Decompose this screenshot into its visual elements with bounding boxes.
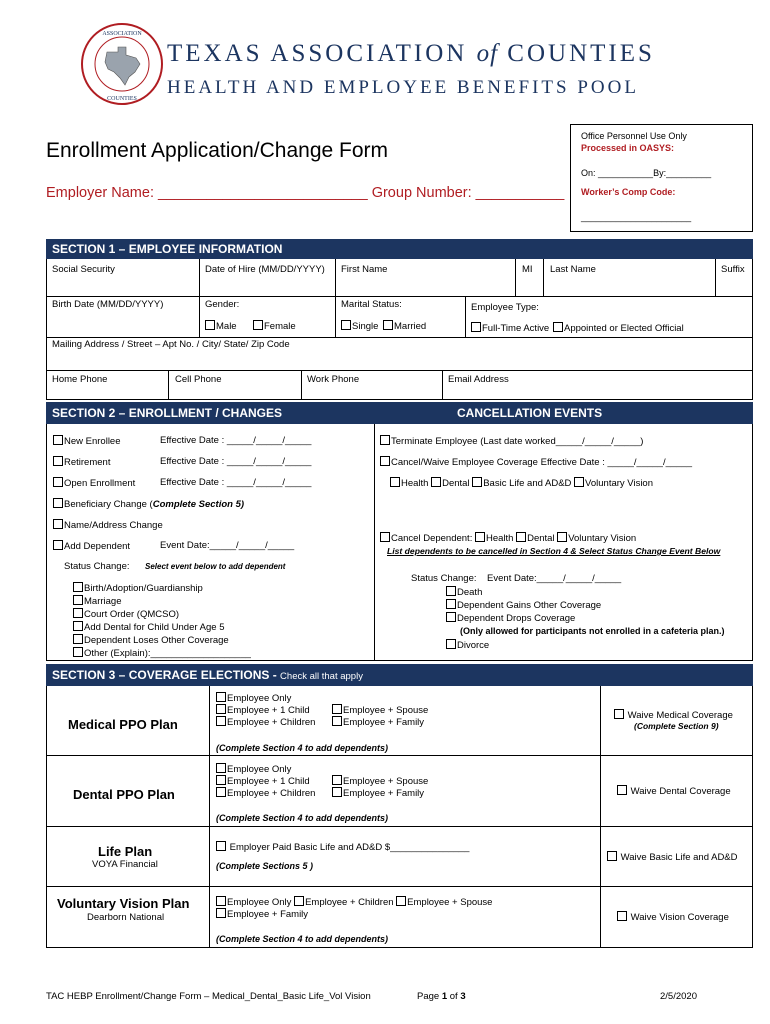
employer-group-line[interactable]: Employer Name: __________________________ Group Number: ___________	[46, 185, 565, 201]
waive-vision-option[interactable]: Waive Vision Coverage	[617, 911, 729, 923]
cancel-vol-vision-checkbox[interactable]	[574, 477, 584, 487]
cancellation-events-title: CANCELLATION EVENTS	[457, 406, 603, 420]
loses-coverage-checkbox[interactable]	[73, 634, 83, 644]
retirement-effective-date[interactable]: Effective Date : _____/_____/_____	[160, 456, 312, 467]
home-phone-field[interactable]: Home Phone	[52, 374, 108, 385]
add-event-court-order[interactable]: Court Order (QMCSO)	[73, 608, 179, 620]
first-name-field[interactable]: First Name	[341, 264, 388, 275]
social-security-field[interactable]: Social Security	[52, 264, 115, 275]
dental-child-checkbox[interactable]	[73, 621, 83, 631]
gender-male-option[interactable]: Male	[205, 320, 237, 332]
cancel-dep-health-option[interactable]: Health	[475, 533, 513, 544]
office-use-label: Office Personnel Use Only	[581, 131, 687, 141]
vision-family-checkbox[interactable]	[216, 908, 226, 918]
section3-header: SECTION 3 – COVERAGE ELECTIONS - Check all that apply	[46, 664, 753, 686]
add-dependent-option[interactable]: Add Dependent	[53, 540, 130, 552]
add-event-birth[interactable]: Birth/Adoption/Guardianship	[73, 582, 203, 594]
beneficiary-change-checkbox[interactable]	[53, 498, 63, 508]
new-enrollee-option[interactable]: New Enrollee	[53, 435, 121, 447]
divorce-checkbox[interactable]	[446, 639, 456, 649]
add-event-loses-coverage[interactable]: Dependent Loses Other Coverage	[73, 634, 229, 646]
waive-life-checkbox[interactable]	[607, 851, 617, 861]
appointed-option[interactable]: Appointed or Elected Official	[553, 322, 684, 334]
medical-employee-only[interactable]: Employee Only	[216, 692, 291, 704]
name-address-change-option[interactable]: Name/Address Change	[53, 519, 163, 531]
medical-spouse-checkbox[interactable]	[332, 704, 342, 714]
cancel-dep-vision-checkbox[interactable]	[557, 532, 567, 542]
medical-employee-only-checkbox[interactable]	[216, 692, 226, 702]
medical-employee-children[interactable]: Employee + Children	[216, 716, 315, 728]
cancel-vol-vision-option[interactable]: Voluntary Vision	[574, 478, 653, 489]
new-enrollee-checkbox[interactable]	[53, 435, 63, 445]
cancel-dependent-checkbox[interactable]	[380, 532, 390, 542]
add-event-dental-child[interactable]: Add Dental for Child Under Age 5	[73, 621, 224, 633]
open-enrollment-option[interactable]: Open Enrollment	[53, 477, 135, 489]
cancel-event-gains-coverage[interactable]: Dependent Gains Other Coverage	[446, 599, 601, 611]
cancel-dep-health-checkbox[interactable]	[475, 532, 485, 542]
vision-employee-only[interactable]: Employee Only	[216, 897, 291, 908]
cancel-dependent-row	[380, 532, 636, 544]
vision-employee-children[interactable]: Employee + Children	[294, 897, 393, 908]
dental-family-checkbox[interactable]	[332, 787, 342, 797]
full-time-checkbox[interactable]	[471, 322, 481, 332]
add-dependent-checkbox[interactable]	[53, 540, 63, 550]
medical-employee-family[interactable]: Employee + Family	[332, 716, 424, 728]
vision-note: (Complete Section 4 to add dependents)	[216, 934, 389, 944]
gender-female-option[interactable]: Female	[253, 320, 296, 332]
marital-label: Marital Status:	[341, 299, 402, 310]
dental-employee-only[interactable]: Employee Only	[216, 763, 291, 775]
medical-family-checkbox[interactable]	[332, 716, 342, 726]
mailing-address-field[interactable]: Mailing Address / Street – Apt No. / City/ State/ Zip Code	[52, 339, 290, 350]
medical-employee-1-child[interactable]: Employee + 1 Child	[216, 704, 310, 716]
dental-employee-family[interactable]: Employee + Family	[332, 787, 424, 799]
add-event-marriage[interactable]: Marriage	[73, 595, 122, 607]
medical-1-child-checkbox[interactable]	[216, 704, 226, 714]
cancel-basic-life-option[interactable]: Basic Life and AD&D	[472, 478, 571, 489]
dental-employee-only-checkbox[interactable]	[216, 763, 226, 773]
mi-field[interactable]: MI	[522, 264, 533, 275]
suffix-field[interactable]: Suffix	[721, 264, 745, 275]
cancel-health-checkbox[interactable]	[390, 477, 400, 487]
life-basic-option[interactable]: Employer Paid Basic Life and AD&D $_______________	[216, 841, 469, 853]
cell-phone-field[interactable]: Cell Phone	[175, 374, 222, 385]
select-event-note: Select event below to add dependent	[145, 562, 286, 571]
open-enrollment-effective-date[interactable]: Effective Date : _____/_____/_____	[160, 477, 312, 488]
medical-note: (Complete Section 4 to add dependents)	[216, 743, 389, 753]
cancel-event-divorce[interactable]: Divorce	[446, 639, 489, 651]
open-enrollment-checkbox[interactable]	[53, 477, 63, 487]
appointed-checkbox[interactable]	[553, 322, 563, 332]
dental-spouse-checkbox[interactable]	[332, 775, 342, 785]
vision-employee-spouse[interactable]: Employee + Spouse	[396, 897, 492, 908]
waive-dental-option[interactable]: Waive Dental Coverage	[617, 785, 731, 797]
life-basic-checkbox[interactable]	[216, 841, 226, 851]
header-title-line1: TEXAS ASSOCIATION of COUNTIES	[167, 40, 655, 67]
vision-children-checkbox[interactable]	[294, 896, 304, 906]
email-field[interactable]: Email Address	[448, 374, 509, 385]
footer-form-name: TAC HEBP Enrollment/Change Form – Medical_Dental_Basic Life_Vol Vision	[46, 991, 371, 1002]
cancel-dep-dental-option[interactable]: Dental	[516, 533, 554, 544]
vision-employee-only-checkbox[interactable]	[216, 896, 226, 906]
beneficiary-change-option[interactable]: Beneficiary Change (Complete Section 5)	[53, 498, 244, 510]
life-note: (Complete Sections 5 )	[216, 861, 314, 871]
workers-comp-field[interactable]: ______________________	[581, 212, 692, 222]
tac-seal-logo	[80, 22, 164, 106]
dental-employee-1-child[interactable]: Employee + 1 Child	[216, 775, 310, 787]
terminate-checkbox[interactable]	[380, 435, 390, 445]
list-dependents-note: List dependents to be cancelled in Section 4 & Select Status Change Event Below	[387, 546, 721, 556]
drops-coverage-checkbox[interactable]	[446, 612, 456, 622]
cancel-basic-life-checkbox[interactable]	[472, 477, 482, 487]
employee-type-label: Employee Type:	[471, 302, 539, 313]
waive-life-option[interactable]: Waive Basic Life and AD&D	[607, 851, 738, 863]
cancel-event-drops-coverage[interactable]: Dependent Drops Coverage	[446, 612, 575, 624]
only-allowed-note: (Only allowed for participants not enrolled in a cafeteria plan.)	[460, 626, 725, 636]
waive-medical-checkbox[interactable]	[614, 709, 624, 719]
date-of-hire-field[interactable]: Date of Hire (MM/DD/YYYY)	[205, 264, 325, 275]
court-order-checkbox[interactable]	[73, 608, 83, 618]
cancel-waive-option[interactable]: Cancel/Waive Employee Coverage Effective Date : _____/_____/_____	[380, 456, 692, 468]
male-checkbox[interactable]	[205, 320, 215, 330]
vision-employee-family[interactable]: Employee + Family	[216, 908, 308, 920]
vision-plan-name: Voluntary Vision Plan	[57, 896, 190, 911]
dental-note: (Complete Section 4 to add dependents)	[216, 813, 389, 823]
death-checkbox[interactable]	[446, 586, 456, 596]
marital-married-option[interactable]: Married	[383, 320, 426, 332]
work-phone-field[interactable]: Work Phone	[307, 374, 360, 385]
retirement-checkbox[interactable]	[53, 456, 63, 466]
cancel-dep-vision-option[interactable]: Voluntary Vision	[557, 533, 636, 544]
dental-children-checkbox[interactable]	[216, 787, 226, 797]
cancel-dental-checkbox[interactable]	[431, 477, 441, 487]
dental-employee-children[interactable]: Employee + Children	[216, 787, 315, 799]
form-title: Enrollment Application/Change Form	[46, 139, 389, 162]
dental-1-child-checkbox[interactable]	[216, 775, 226, 785]
last-name-field[interactable]: Last Name	[550, 264, 596, 275]
status-change-label: Status Change:	[64, 561, 130, 572]
section1-header: SECTION 1 – EMPLOYEE INFORMATION	[46, 239, 753, 259]
waive-vision-checkbox[interactable]	[617, 911, 627, 921]
gains-coverage-checkbox[interactable]	[446, 599, 456, 609]
retirement-option[interactable]: Retirement	[53, 456, 110, 468]
waive-medical-option[interactable]: Waive Medical Coverage	[614, 709, 733, 721]
dental-employee-spouse[interactable]: Employee + Spouse	[332, 775, 428, 787]
medical-employee-spouse[interactable]: Employee + Spouse	[332, 704, 428, 716]
cancel-dep-dental-checkbox[interactable]	[516, 532, 526, 542]
waive-medical-note: (Complete Section 9)	[634, 721, 719, 731]
section2-header: SECTION 2 – ENROLLMENT / CHANGES CANCELLATION EVENTS	[46, 402, 753, 424]
vision-spouse-checkbox[interactable]	[396, 896, 406, 906]
add-dependent-event-date[interactable]: Event Date:_____/_____/_____	[160, 540, 295, 551]
office-use-box	[570, 124, 753, 232]
birth-checkbox[interactable]	[73, 582, 83, 592]
life-carrier: VOYA Financial	[92, 859, 158, 870]
birth-date-field[interactable]: Birth Date (MM/DD/YYYY)	[52, 299, 164, 310]
female-checkbox[interactable]	[253, 320, 263, 330]
cancel-dental-option[interactable]: Dental	[431, 478, 469, 489]
gender-label: Gender:	[205, 299, 240, 310]
footer-page-number: Page 1 of 3	[417, 991, 466, 1002]
terminate-employee-option[interactable]: Terminate Employee (Last date worked_____/_____/_____)	[380, 435, 643, 447]
marriage-checkbox[interactable]	[73, 595, 83, 605]
cancel-waive-coverage-types	[390, 477, 653, 489]
cancel-dependent-option[interactable]: Cancel Dependent:	[380, 533, 472, 544]
section3-subtitle: Check all that apply	[280, 671, 363, 682]
waive-dental-checkbox[interactable]	[617, 785, 627, 795]
marital-single-option[interactable]: Single	[341, 320, 378, 332]
svg-text:ASSOCIATION: ASSOCIATION	[102, 31, 142, 37]
name-address-change-checkbox[interactable]	[53, 519, 63, 529]
married-checkbox[interactable]	[383, 320, 393, 330]
header-title-line2: HEALTH AND EMPLOYEE BENEFITS POOL	[167, 77, 639, 98]
cancel-waive-checkbox[interactable]	[380, 456, 390, 466]
single-checkbox[interactable]	[341, 320, 351, 330]
cancel-status-change-label[interactable]: Status Change: Event Date:_____/_____/_____	[411, 573, 622, 584]
medical-children-checkbox[interactable]	[216, 716, 226, 726]
cancel-health-option[interactable]: Health	[390, 478, 428, 489]
svg-text:COUNTIES: COUNTIES	[107, 96, 137, 102]
on-by-field[interactable]: On: ___________By:_________	[581, 168, 712, 178]
life-plan-name: Life Plan	[98, 844, 153, 859]
vision-options-row1	[216, 896, 492, 908]
processed-oasys-label: Processed in OASYS:	[581, 143, 675, 153]
full-time-option[interactable]: Full-Time Active	[471, 322, 549, 334]
medical-plan-name: Medical PPO Plan	[68, 717, 178, 732]
vision-carrier: Dearborn National	[87, 912, 165, 923]
cancel-event-death[interactable]: Death	[446, 586, 482, 598]
footer-date: 2/5/2020	[660, 991, 697, 1002]
dental-plan-name: Dental PPO Plan	[73, 787, 175, 802]
other-checkbox[interactable]	[73, 647, 83, 657]
workers-comp-label: Worker’s Comp Code:	[581, 187, 676, 197]
add-event-other[interactable]: Other (Explain):___________________	[73, 647, 251, 659]
new-enrollee-effective-date[interactable]: Effective Date : _____/_____/_____	[160, 435, 312, 446]
